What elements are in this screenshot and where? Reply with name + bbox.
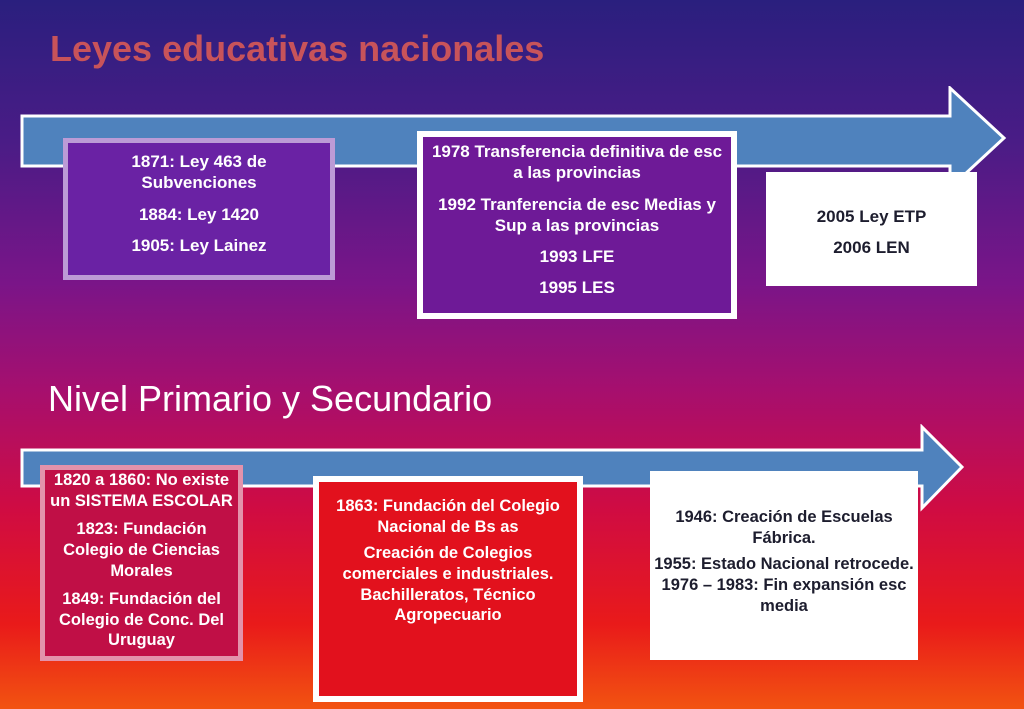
history-entry: 1955: Estado Nacional retrocede. bbox=[654, 555, 914, 574]
slide-title: Leyes educativas nacionales bbox=[50, 28, 545, 69]
history-entry: 1823: Fundación Colegio de Ciencias Morales bbox=[63, 520, 220, 580]
history-entry: Creación de Colegios comerciales e industriales. Bachilleratos, Técnico Agropecuario bbox=[342, 544, 554, 625]
laws-box-2005-2006 bbox=[766, 172, 977, 286]
history-box-1946-1983 bbox=[650, 471, 918, 660]
history-entry: 1849: Fundación del Colegio de Conc. Del Uruguay bbox=[58, 590, 225, 650]
law-entry: 1992 Tranferencia de esc Medias y Sup a las provincias bbox=[438, 194, 716, 235]
history-entry: 1863: Fundación del Colegio Nacional de Bs as bbox=[336, 497, 560, 536]
law-entry: 1871: Ley 463 de Subvenciones bbox=[131, 152, 267, 193]
law-entry: 1995 LES bbox=[539, 278, 615, 298]
law-entry: 1884: Ley 1420 bbox=[138, 204, 260, 224]
law-entry: 1993 LFE bbox=[539, 247, 615, 266]
law-entry: 1905: Ley Lainez bbox=[131, 235, 267, 255]
laws-box-1978-1995 bbox=[417, 131, 737, 319]
history-entry: 1820 a 1860: No existe un SISTEMA ESCOLAR bbox=[50, 471, 233, 510]
law-entry: 2006 LEN bbox=[833, 238, 910, 258]
section-subtitle: Nivel Primario y Secundario bbox=[48, 378, 493, 419]
law-entry: 2005 Ley ETP bbox=[816, 207, 927, 226]
laws-box-1871-1905 bbox=[63, 138, 335, 280]
history-entry: 1946: Creación de Escuelas Fábrica. bbox=[675, 508, 893, 547]
history-box-1863 bbox=[313, 476, 583, 702]
history-entry: 1976 – 1983: Fin expansión esc media bbox=[661, 575, 907, 615]
law-entry: 1978 Transferencia definitiva de esc a las provincias bbox=[431, 142, 723, 183]
history-box-1820-1849 bbox=[40, 465, 243, 661]
